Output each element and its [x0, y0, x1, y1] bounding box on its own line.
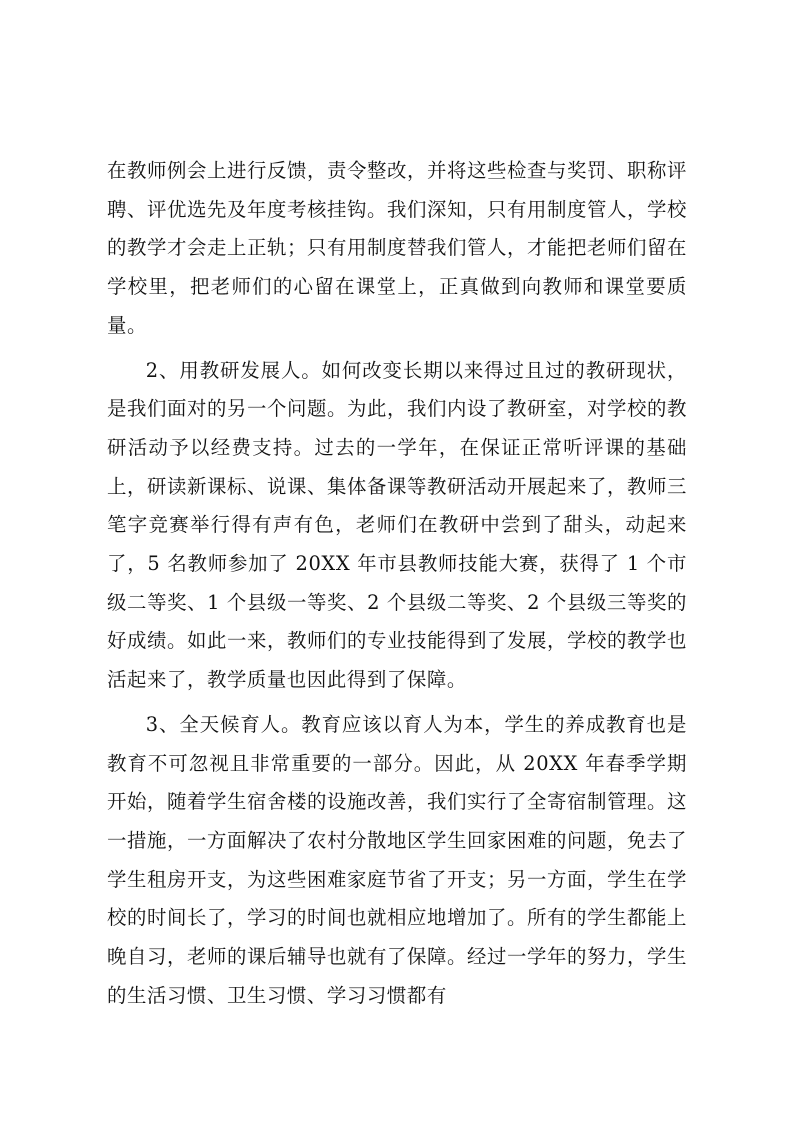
paragraph-continuation: 在教师例会上进行反馈，责令整改，并将这些检查与奖罚、职称评聘、评优选先及年度考核挂钩。我们深知，只有用制度管人，学校的教学才会走上正轨；只有用制度替我们管人，才能把老师们留在学校里，把老师们的心留在课堂上，正真做到向教师和课堂要质量。: [107, 159, 687, 337]
paragraph-teaching-research: 2、用教研发展人。如何改变长期以来得过且过的教研现状，是我们面对的另一个问题。为此，我们内设了教研室，对学校的教研活动予以经费支持。过去的一学年，在保证正常听评课的基础上，研读新课标、说课、集体备课等教研活动开展起来了，教师三笔字竞赛举行得有声有色，老师们在教研中尝到了甜头，动起来了，5 名教师参加了 20XX 年市县教师技能大赛，获得了 1 个市级二等奖、1 个县级一等奖、2 个县级二等奖、2 个县级三等奖的好成绩。如此一来，教师们的专业技能得到了发展，学校的教学也活起来了，教学质量也因此得到了保障。: [107, 358, 687, 692]
document-body: [107, 152, 687, 1021]
paragraph-all-day-education: 3、全天候育人。教育应该以育人为本，学生的养成教育也是教育不可忽视且非常重要的一部分。因此，从 20XX 年春季学期开始，随着学生宿舍楼的设施改善，我们实行了全寄宿制管理。这一措施，一方面解决了农村分散地区学生回家困难的问题，免去了学生租房开支，为这些困难家庭节省了开支；另一方面，学生在学校的时间长了，学习的时间也就相应地增加了。所有的学生都能上晚自习，老师的课后辅导也就有了保障。经过一学年的努力，学生的生活习惯、卫生习惯、学习习惯都有: [107, 712, 687, 1007]
